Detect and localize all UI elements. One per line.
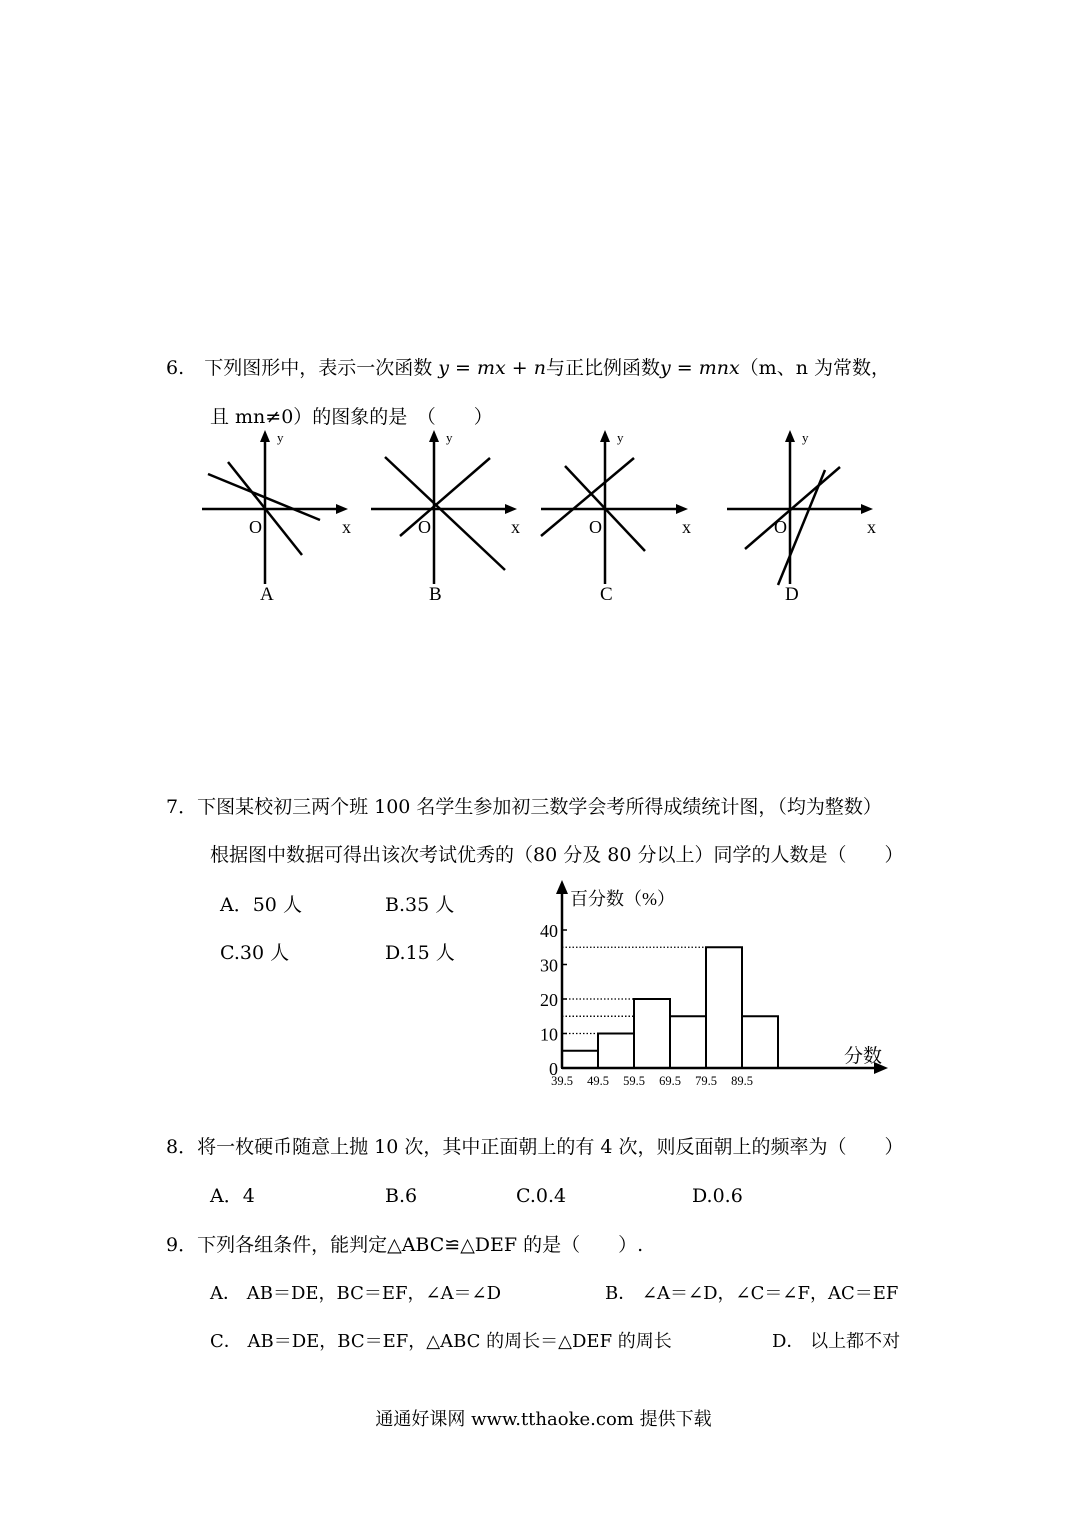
q9-option-c: C． AB＝DE，BC＝EF，△ABC 的周长＝△DEF 的周长: [210, 1331, 672, 1352]
q6-text-a: 下列图形中，表示一次函数: [204, 357, 433, 379]
graph-a-origin-label: O: [249, 517, 262, 537]
graph-a-x-label: x: [342, 517, 351, 537]
graph-c-caption: C: [600, 584, 613, 605]
graph-a-y-arrow: [260, 430, 270, 442]
hist-x-tick-label-1: 49.5: [587, 1074, 609, 1088]
hist-bar-2: [634, 999, 670, 1068]
q6-eq1: y = mx + n: [438, 357, 546, 379]
q6-graphs: [0, 420, 1087, 620]
hist-y-tick-label-1: 10: [540, 1024, 558, 1045]
graph-c-x-arrow: [676, 504, 688, 514]
graph-c-y-label: y: [617, 430, 624, 445]
q8-option-d: D.0.6: [692, 1185, 743, 1207]
q6-line2: 且 mn≠0）的图象的是 （ ）: [210, 406, 493, 428]
q8-option-a: A．4: [210, 1185, 255, 1207]
hist-bar-1: [598, 1034, 634, 1069]
q6-line1: [166, 356, 890, 380]
q8-option-b: B.6: [385, 1185, 418, 1207]
q7-option-d: D.15 人: [385, 942, 455, 964]
q7-option-b: B.35 人: [385, 894, 455, 916]
q6-text-b: 与正比例函数: [545, 357, 660, 379]
hist-y-axis-label: 百分数（%）: [570, 889, 675, 909]
q7-option-c: C.30 人: [220, 942, 290, 964]
q6-eq2: y = mnx: [659, 357, 740, 379]
graph-b-origin-label: O: [418, 517, 431, 537]
hist-x-tick-label-0: 39.5: [551, 1074, 573, 1088]
hist-y-tick-label-3: 30: [540, 955, 558, 976]
hist-x-tick-label-4: 79.5: [695, 1074, 717, 1088]
graph-c-y-arrow: [600, 430, 610, 442]
graph-b-y-arrow: [429, 430, 439, 442]
q6-number: 6.: [166, 357, 185, 379]
page-footer: 通通好课网 www.tthaoke.com 提供下载: [375, 1409, 712, 1430]
graph-d-x-arrow: [861, 504, 873, 514]
hist-x-axis-label: 分数: [844, 1046, 883, 1067]
q9-option-a: A． AB＝DE，BC＝EF，∠A＝∠D: [210, 1283, 502, 1304]
graph-b-x-label: x: [511, 517, 520, 537]
graph-b-line-1: [400, 458, 490, 536]
hist-y-tick-label-0: 0: [549, 1059, 558, 1079]
hist-bar-4: [706, 947, 742, 1068]
graph-c-origin-label: O: [589, 517, 602, 537]
hist-y-tick-label-2: 20: [540, 990, 558, 1010]
hist-y-arrow: [556, 880, 568, 894]
graph-d-y-arrow: [785, 430, 795, 442]
graph-d-origin-label: O: [774, 517, 787, 537]
hist-x-tick-label-2: 59.5: [623, 1074, 645, 1088]
graph-b-line-2: [385, 457, 505, 570]
q9-line1: 9．下列各组条件，能判定△ABC≌△DEF 的是（ ）.: [166, 1234, 644, 1256]
graph-d-caption: D: [785, 584, 799, 605]
q7-line2: 根据图中数据可得出该次考试优秀的（80 分及 80 分以上）同学的人数是（ ）: [210, 844, 904, 866]
hist-x-tick-label-3: 69.5: [659, 1074, 681, 1088]
graph-a-caption: A: [260, 584, 274, 605]
q7-line1: 7．下图某校初三两个班 100 名学生参加初三数学会考所得成绩统计图，（均为整数）: [166, 796, 882, 818]
graph-d-x-label: x: [867, 517, 876, 537]
hist-y-tick-label-4: 40: [540, 921, 558, 941]
graph-d-y-label: y: [802, 430, 809, 445]
graph-b-caption: B: [429, 584, 442, 605]
q7-option-a: A．50 人: [220, 894, 302, 916]
hist-bar-0: [562, 1051, 598, 1068]
graph-a-x-arrow: [336, 504, 348, 514]
hist-bar-3: [670, 1016, 706, 1068]
q6-text-c: （m、n 为常数，: [739, 357, 890, 379]
graph-b-y-label: y: [446, 430, 453, 445]
q7-histogram: [530, 878, 890, 1098]
q8-option-c: C.0.4: [516, 1185, 567, 1207]
hist-bar-5: [742, 1016, 778, 1068]
q9-option-b: B． ∠A＝∠D，∠C＝∠F，AC＝EF: [605, 1283, 899, 1304]
graph-b-x-arrow: [505, 504, 517, 514]
hist-x-tick-label-5: 89.5: [731, 1074, 753, 1088]
q9-option-d: D． 以上都不对: [772, 1331, 901, 1352]
q8-line1: 8．将一枚硬币随意上抛 10 次，其中正面朝上的有 4 次，则反面朝上的频率为（ ）: [166, 1136, 904, 1158]
graph-a-y-label: y: [277, 430, 284, 445]
graph-c-x-label: x: [682, 517, 691, 537]
